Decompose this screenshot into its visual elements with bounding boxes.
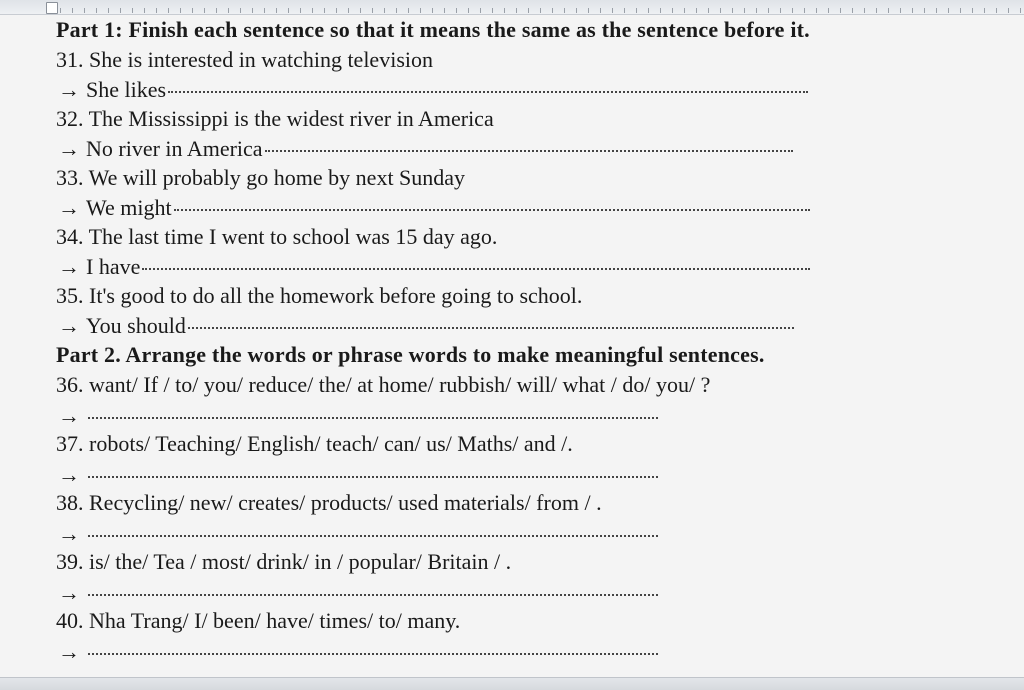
answer-blank[interactable] [88, 651, 658, 655]
ruler-tick [564, 8, 565, 13]
question-40: 40. Nha Trang/ I/ been/ have/ times/ to/ many. [56, 608, 461, 633]
ruler-tick [432, 8, 433, 13]
answer-line-34 [56, 254, 810, 280]
indent-marker[interactable] [46, 2, 58, 14]
ruler-tick [840, 8, 841, 13]
ruler-tick [1008, 8, 1009, 13]
ruler-tick [828, 8, 829, 13]
question-37: 37. robots/ Teaching/ English/ teach/ can/ us/ Maths/ and /. [56, 431, 573, 456]
ruler-tick [888, 8, 889, 13]
question-36: 36. want/ If / to/ you/ reduce/ the/ at home/ rubbish/ will/ what / do/ you/ ? [56, 372, 711, 397]
arrow-icon: → [58, 521, 80, 546]
ruler-tick [108, 8, 109, 13]
ruler-tick [156, 8, 157, 13]
arrow-icon: → [58, 580, 80, 605]
ruler-tick [276, 8, 277, 13]
answer-blank[interactable] [174, 207, 810, 211]
answer-line-33 [56, 195, 810, 221]
answer-line-32 [56, 136, 793, 162]
ruler-tick [456, 8, 457, 13]
answer-line-38 [56, 521, 658, 547]
ruler-tick [360, 8, 361, 13]
ruler-tick [708, 8, 709, 13]
answer-blank[interactable] [88, 415, 658, 419]
answer-line-40 [56, 639, 658, 665]
ruler-tick [312, 8, 313, 13]
question-31: 31. She is interested in watching television [56, 47, 433, 72]
ruler-tick [408, 8, 409, 13]
answer-line-37 [56, 462, 658, 488]
ruler-tick [588, 8, 589, 13]
ruler-tick [324, 8, 325, 13]
ruler-tick [492, 8, 493, 13]
question-33: 33. We will probably go home by next Sunday [56, 165, 466, 190]
answer-blank[interactable] [188, 325, 794, 329]
answer-blank[interactable] [265, 148, 793, 152]
ruler-tick [384, 8, 385, 13]
ruler-tick [852, 8, 853, 13]
question-39: 39. is/ the/ Tea / most/ drink/ in / popular/ Britain / . [56, 549, 512, 574]
ruler-tick [84, 8, 85, 13]
ruler-tick [288, 8, 289, 13]
ruler-tick [960, 8, 961, 13]
ruler-tick [552, 8, 553, 13]
ruler-tick [120, 8, 121, 13]
answer-blank[interactable] [88, 474, 658, 478]
ruler-tick [252, 8, 253, 13]
ruler-tick [864, 8, 865, 13]
ruler-tick [948, 8, 949, 13]
ruler-tick [600, 8, 601, 13]
ruler-tick [96, 8, 97, 13]
answer-line-35 [56, 313, 794, 339]
ruler-tick [720, 8, 721, 13]
ruler-tick [912, 8, 913, 13]
document-page [0, 15, 1024, 675]
ruler-tick [624, 8, 625, 13]
ruler-tick [672, 8, 673, 13]
arrow-icon: → [58, 77, 80, 102]
ruler-tick [576, 8, 577, 13]
answer-blank[interactable] [88, 592, 658, 596]
ruler-tick [924, 8, 925, 13]
question-38: 38. Recycling/ new/ creates/ products/ used materials/ from / . [56, 490, 602, 515]
ruler-tick [396, 8, 397, 13]
ruler-tick [792, 8, 793, 13]
ruler-tick [876, 8, 877, 13]
ruler-tick [444, 8, 445, 13]
ruler-tick [780, 8, 781, 13]
ruler-tick [348, 8, 349, 13]
ruler-tick [648, 8, 649, 13]
ruler-tick [72, 8, 73, 13]
ruler-tick [768, 8, 769, 13]
question-35: 35. It's good to do all the homework before going to school. [56, 283, 583, 308]
arrow-icon: → [58, 195, 80, 220]
ruler-tick [816, 8, 817, 13]
ruler-tick [264, 8, 265, 13]
arrow-icon: → [58, 254, 80, 279]
ruler-tick [984, 8, 985, 13]
ruler-tick [528, 8, 529, 13]
ruler-tick [168, 8, 169, 13]
answer-line-39 [56, 580, 658, 606]
ruler [0, 0, 1024, 15]
part2-heading: Part 2. Arrange the words or phrase words to make meaningful sentences. [56, 342, 765, 367]
question-32: 32. The Mississippi is the widest river in America [56, 106, 494, 131]
answer-line-36 [56, 403, 658, 429]
arrow-icon: → [58, 136, 80, 161]
answer-line-31 [56, 77, 808, 103]
ruler-tick [336, 8, 337, 13]
ruler-tick [744, 8, 745, 13]
answer-prompt: No river in America [86, 136, 263, 161]
ruler-tick [696, 8, 697, 13]
ruler-tick [684, 8, 685, 13]
ruler-tick [936, 8, 937, 13]
ruler-tick [732, 8, 733, 13]
arrow-icon: → [58, 462, 80, 487]
ruler-tick [540, 8, 541, 13]
answer-prompt: We might [86, 195, 172, 220]
ruler-tick [972, 8, 973, 13]
answer-blank[interactable] [168, 89, 808, 93]
part1-heading: Part 1: Finish each sentence so that it means the same as the sentence before it. [56, 17, 810, 42]
answer-blank[interactable] [142, 266, 810, 270]
window-bottom-edge [0, 677, 1024, 690]
ruler-tick [804, 8, 805, 13]
ruler-tick [1020, 8, 1021, 13]
ruler-tick [60, 8, 61, 13]
ruler-tick [204, 8, 205, 13]
answer-prompt: I have [86, 254, 141, 279]
ruler-tick [504, 8, 505, 13]
question-34: 34. The last time I went to school was 15 day ago. [56, 224, 498, 249]
answer-prompt: She likes [86, 77, 167, 102]
arrow-icon: → [58, 313, 80, 338]
ruler-tick [192, 8, 193, 13]
ruler-tick [300, 8, 301, 13]
ruler-tick [756, 8, 757, 13]
ruler-tick [228, 8, 229, 13]
ruler-tick [996, 8, 997, 13]
ruler-tick [420, 8, 421, 13]
ruler-tick [636, 8, 637, 13]
ruler-tick [144, 8, 145, 13]
answer-prompt: You should [86, 313, 186, 338]
arrow-icon: → [58, 639, 80, 664]
ruler-tick [180, 8, 181, 13]
ruler-tick [900, 8, 901, 13]
ruler-tick [468, 8, 469, 13]
ruler-tick [480, 8, 481, 13]
ruler-tick [132, 8, 133, 13]
ruler-tick [612, 8, 613, 13]
ruler-tick [660, 8, 661, 13]
ruler-tick [372, 8, 373, 13]
ruler-tick [516, 8, 517, 13]
ruler-tick [216, 8, 217, 13]
ruler-tick [240, 8, 241, 13]
arrow-icon: → [58, 403, 80, 428]
answer-blank[interactable] [88, 533, 658, 537]
